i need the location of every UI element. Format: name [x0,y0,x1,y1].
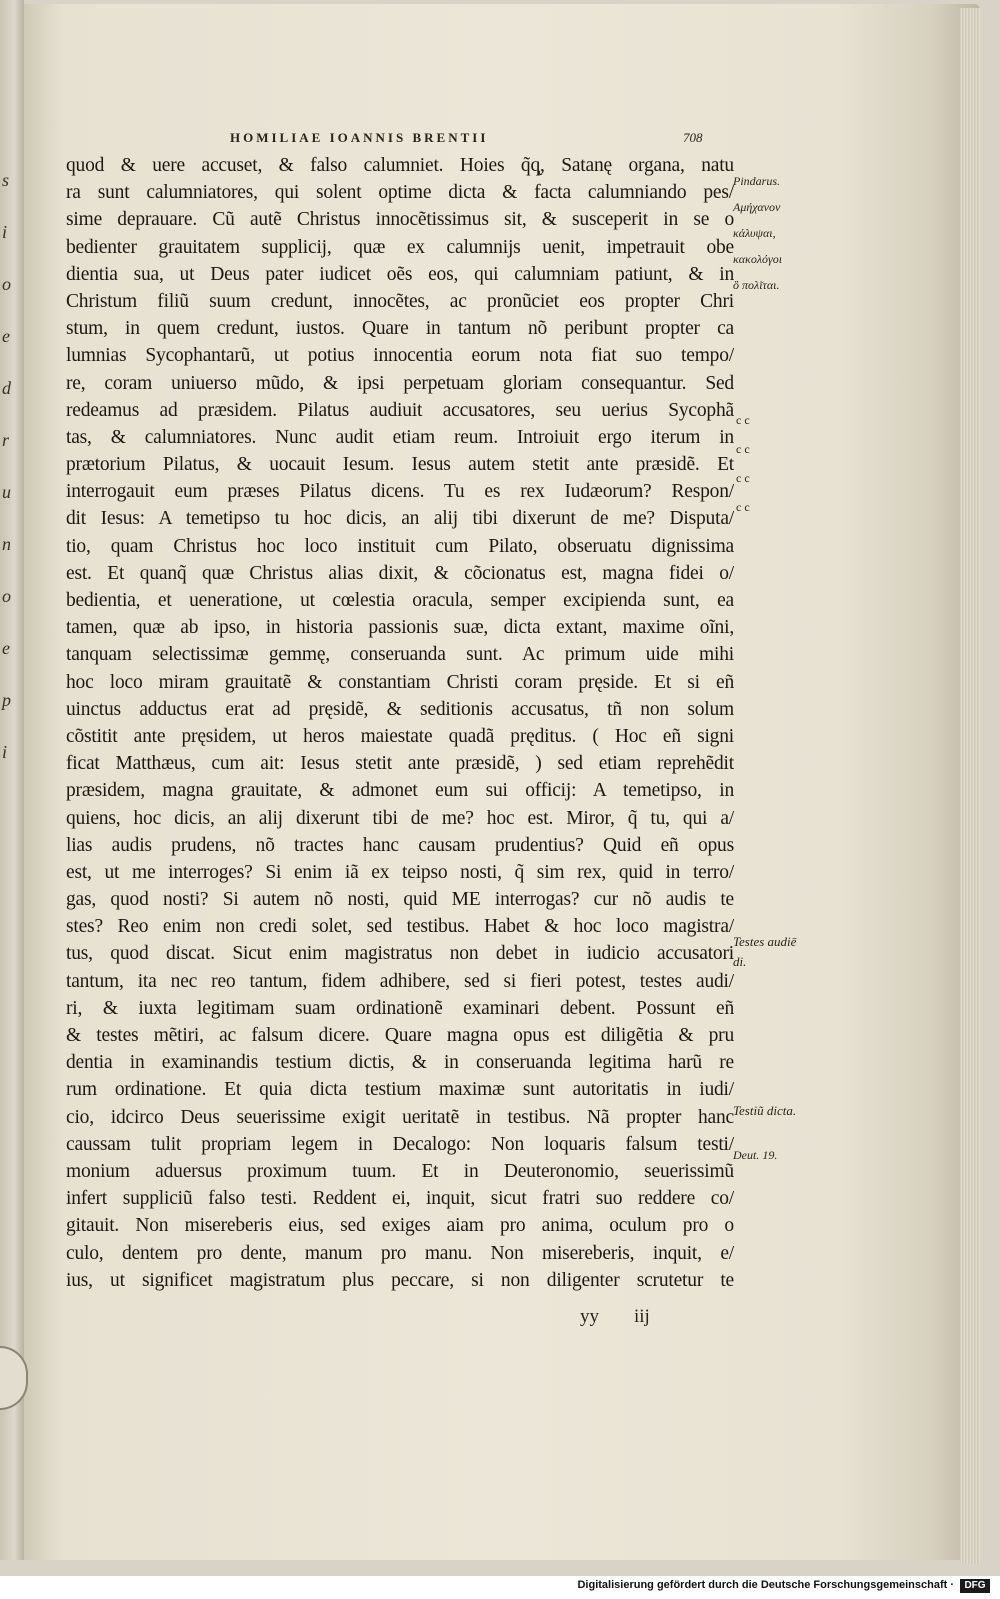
text-line: dientia sua, ut Deus pater iudicet oẽs eos, qui calumniam patiunt, & in [66,263,734,285]
margin-note-line: Αμήχανον [733,200,781,214]
quote-mark: c c [736,500,750,514]
text-line: hoc loco miram grauitatẽ & constantiam Christi coram pręside. Et si eñ [66,671,734,693]
text-line: gitauit. Non misereberis eius, sed exiges aiam pro anima, oculum pro o [66,1215,734,1237]
text-line: stum, in quem credunt, iustos. Quare in tantum nõ peribunt propter ca [66,318,734,340]
facing-page-fragment: p [2,690,12,710]
text-line: culo, dentem pro dente, manum pro manu. Non misereberis, inquit, e/ [66,1242,734,1264]
quote-mark: c c [736,442,750,456]
text-line: tamen, quæ ab ipso, in historia passionis suæ, dicta extant, maxime oĩni, [66,617,734,639]
margin-note-line: di. [733,954,747,969]
text-line: sime deprauare. Cũ autẽ Christus innocẽtissimus sit, & susceperit in se o [66,209,734,231]
text-line: interrogauit eum præses Pilatus dicens. Tu es rex Iudæorum? Respon/ [66,481,734,503]
text-line: cio, idcirco Deus seuerissime exigit ueritatẽ in testibus. Nã propter hanc [66,1106,734,1128]
text-line: stes? Reo enim non credi solet, sed testibus. Habet & hoc loco magistra/ [66,916,734,938]
margin-note-pindarus [733,168,782,298]
signature-number: iij [634,1306,650,1327]
text-line: dentia in examinandis testium dictis, & in conseruanda legitima harũ re [66,1052,734,1074]
text-line: est, ut me interroges? Si enim iã ex teipso nosti, q̃ sim rex, quid in terro/ [66,861,734,883]
text-line: prætorium Pilatus, & uocauit Iesum. Iesus autem stetit ante præsidẽ. Et [66,454,734,476]
margin-note-line: κάλυψαι, [733,226,776,240]
running-title: HOMILIAE IOANNIS BRENTII [230,130,489,145]
text-line: Christum filiũ suum credunt, innocẽtes, ac pronũciet eos propter Chri [66,290,734,312]
text-line: tas, & calumniatores. Nunc audit etiam reum. Introiuit ergo iterum in [66,426,734,448]
text-line: tantum, ita nec reo tantum, fidem adhibere, sed si fieri potest, testes audi/ [66,970,734,992]
text-line: bedienter grauitatem supplicij, quæ ex calumnijs uenit, impetrauit obe [66,236,734,258]
text-line: gas, quod nosti? Si autem nõ nosti, quid ME interrogas? cur nõ audis te [66,889,734,911]
facing-page-fragment: u [2,482,12,502]
text-line: est. Et quanq̃ quæ Christus alias dixit, & cõcionatus est, magna fidei o/ [66,562,734,584]
text-line: præsidem, magna grauitate, & admonet eum sui officij: A temetipso, in [66,780,734,802]
facing-page-fragment: e [2,326,11,346]
facing-page-fragment: i [2,222,9,242]
text-line: infert suppliciũ falso testi. Reddent ei, inquit, sicut fratri suo reddere co/ [66,1188,734,1210]
text-line: quod & uere accuset, & falso calumniet. Hoies q̃q̨, Satanę organa, natu [66,155,734,176]
text-line: lumnias Sycophantarũ, ut potius innocentia eorum nota fiat suo tempo/ [66,345,734,367]
margin-note-line: Testes audiē [733,934,797,949]
text-line: rum ordinatione. Et quia dicta testium maximæ sunt autoritatis in iudi/ [66,1079,734,1101]
text-line: ius, ut significet magistratum plus peccare, si non diligenter scrutetur te [66,1269,734,1291]
facing-page-fragment: o [2,274,12,294]
margin-note-line: Pindarus. [733,174,781,188]
facing-page-fragment: e [2,638,11,658]
footer-bar [0,1576,1000,1599]
facing-page-edge [0,0,24,1560]
text-line: caussam tulit propriam legem in Decalogo: Non loquaris falsum testi/ [66,1133,734,1155]
text-line: tus, quod discat. Sicut enim magistratus non debet in iudicio accusatori [66,943,734,965]
dfg-logo-icon: DFG [960,1579,990,1593]
facing-page-fragment: d [2,378,12,398]
footer-credit: Digitalisierung gefördert durch die Deutsche Forschungsgemeinschaft · [577,1579,954,1591]
folio-number: 708 [683,130,703,145]
text-line: tanquam selectissimæ gemmę, conseruanda sunt. Ac primum uide mihi [66,644,734,666]
text-line: re, coram uniuerso mũdo, & ipsi perpetuam gloriam consequantur. Sed [66,372,734,394]
text-line: dit Iesus: A temetipso tu hoc dicis, an alij tibi dixerunt de me? Disputa/ [66,508,734,530]
text-line: ficat Matthæus, cum ait: Iesus stetit ante præsidẽ, ) sed etiam reprehẽdit [66,753,734,775]
text-line: ra sunt calumniatores, qui solent optime dicta & facta calumniando pes/ [66,182,734,204]
margin-note-line: ὃ πολῖται. [733,278,780,292]
text-line: redeamus ad præsidem. Pilatus audiuit accusatores, seu uerius Sycophã [66,399,734,421]
text-line: quiens, hoc dicis, an alij dixerunt tibi de me? hoc est. Miror, q̃ tu, qui a/ [66,807,734,829]
quote-mark: c c [736,413,750,427]
main-text-block [66,152,734,1294]
margin-note-testes [733,932,796,972]
margin-note-deut: Deut. 19. [733,1148,778,1162]
quotation-marks [736,406,750,522]
text-line: lias audis prudens, nõ tractes hanc causam prudentius? Quid eñ opus [66,834,734,856]
facing-page-fragment: r [2,430,11,450]
quote-mark: c c [736,471,750,485]
text-line: monium aduersus proximum tuum. Et in Deuteronomio, seuerissimũ [66,1160,734,1182]
facing-page-fragment: o [2,586,12,606]
facing-page-fragment: n [2,534,12,554]
facing-page-fragment: s [2,170,11,190]
text-line: ri, & iuxta legitimam suam ordinationẽ examinari debent. Possunt eñ [66,997,734,1019]
text-line: tio, quam Christus hoc loco instituit cum Pilato, obseruatu dignissima [66,535,734,557]
text-line: uinctus adductus erat ad pręsidẽ, & seditionis accusatus, tñ non solum [66,698,734,720]
text-line: cõstitit ante pręsidem, ut heros maiestate quadã pręditus. ( Hoc eñ signi [66,725,734,747]
margin-note-line: κακολόγοι [733,252,783,266]
page-block-edge [960,8,980,1564]
margin-note-testium-dicta: Testiũ dicta. [733,1103,797,1118]
text-line: bedientia, et ueneratione, ut cœlestia oracula, semper excipienda sunt, ea [66,590,734,611]
text-line: & testes mẽtiri, ac falsum dicere. Quare magna opus est diligẽtia & pru [66,1025,734,1046]
facing-page-fragment: i [2,742,9,762]
signature-mark: yy [580,1306,599,1327]
